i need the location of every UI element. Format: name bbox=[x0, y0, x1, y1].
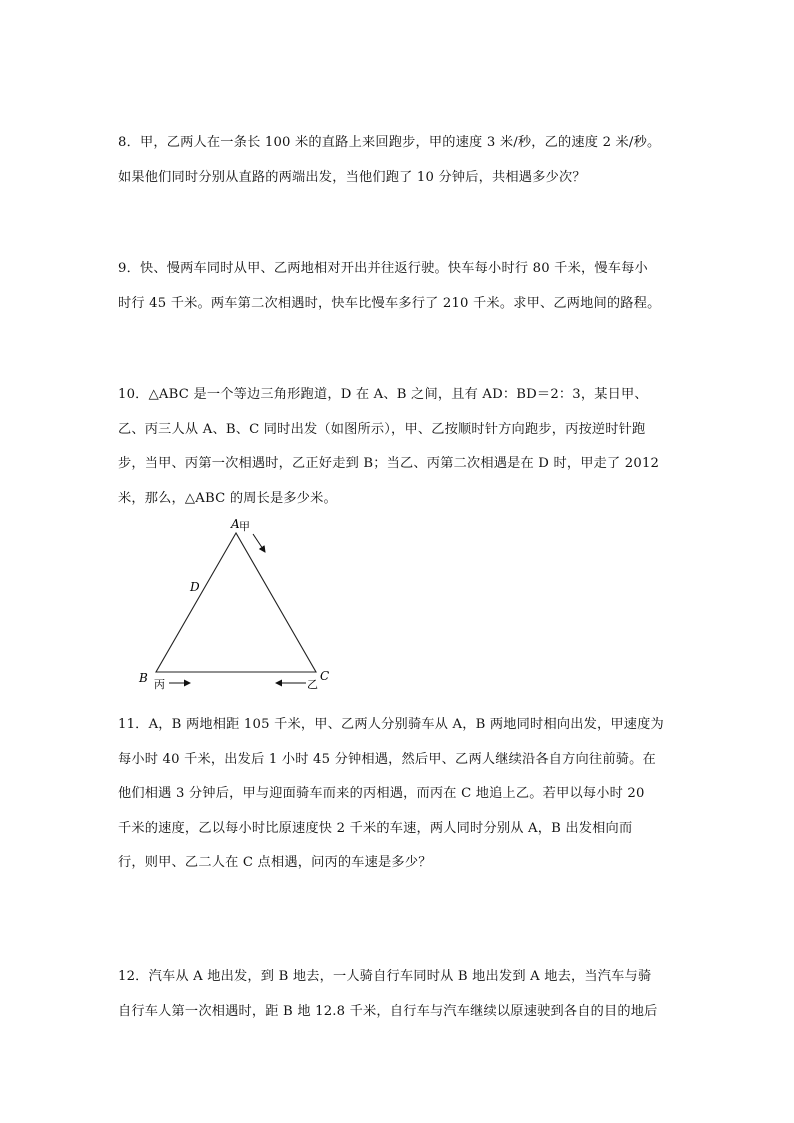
label-bing: 丙 bbox=[154, 678, 165, 691]
label-vertex-b: B bbox=[139, 671, 148, 685]
label-jia: 甲 bbox=[239, 520, 250, 533]
question-12-line-2: 自行车人第一次相遇时，距 B 地 12.8 千米，自行车与汽车继续以原速驶到各自的目的地后 bbox=[118, 1003, 658, 1019]
question-10 bbox=[118, 378, 688, 516]
question-10-line-1: 10．△ABC 是一个等边三角形跑道，D 在 A、B 之间，且有 AD：BD＝2：3，某日甲、 bbox=[118, 387, 648, 402]
question-11-line-3: 他们相遇 3 分钟后，甲与迎面骑车而来的丙相遇，而丙在 C 地追上乙。若甲以每小时 20 bbox=[118, 786, 645, 801]
question-11-line-4: 千米的速度，乙以每小时比原速度快 2 千米的车速，两人同时分别从 A，B 出发相向而 bbox=[118, 820, 633, 836]
question-8-line-1: 8．甲，乙两人在一条长 100 米的直路上来回跑步，甲的速度 3 米/秒，乙的速度 2 米/秒。 bbox=[118, 135, 661, 150]
question-9 bbox=[118, 252, 688, 321]
question-10-line-2: 乙、丙三人从 A、B、C 同时出发（如图所示），甲、乙按顺时针方向跑步，丙按逆时针跑 bbox=[118, 421, 646, 437]
label-yi: 乙 bbox=[307, 678, 318, 691]
question-11-line-5: 行，则甲、乙二人在 C 点相遇，问丙的车速是多少？ bbox=[118, 855, 432, 870]
question-10-line-3: 步，当甲、丙第一次相遇时，乙正好走到 B；当乙、丙第二次相遇是在 D 时，甲走了 2012 bbox=[118, 456, 660, 471]
question-9-line-2: 时行 45 千米。两车第二次相遇时，快车比慢车多行了 210 千米。求甲、乙两地间的路程。 bbox=[118, 295, 661, 311]
question-11-line-2: 每小时 40 千米，出发后 1 小时 45 分钟相遇，然后甲、乙两人继续沿各自方向往前骑。在 bbox=[118, 751, 656, 767]
jia-direction-arrow bbox=[253, 534, 265, 552]
label-vertex-a: A bbox=[231, 517, 240, 531]
triangle-abc bbox=[156, 533, 316, 672]
triangle-track-figure bbox=[130, 510, 340, 695]
question-9-line-1: 9．快、慢两车同时从甲、乙两地相对开出并往返行驶。快车每小时行 80 千米，慢车每小 bbox=[118, 261, 648, 276]
question-11 bbox=[118, 708, 688, 881]
question-8-line-2: 如果他们同时分别从直路的两端出发，当他们跑了 10 分钟后，共相遇多少次？ bbox=[118, 169, 586, 185]
question-10-line-4: 米，那么，△ABC 的周长是多少米。 bbox=[118, 490, 337, 506]
question-12-line-1: 12．汽车从 A 地出发，到 B 地去，一人骑自行车同时从 B 地出发到 A 地去，当汽车与骑 bbox=[118, 969, 652, 984]
label-vertex-c: C bbox=[320, 669, 330, 683]
label-point-d: D bbox=[190, 580, 200, 594]
question-11-line-1: 11．A，B 两地相距 105 千米，甲、乙两人分别骑车从 A，B 两地同时相向出发，甲速度为 bbox=[118, 717, 664, 732]
question-8 bbox=[118, 126, 688, 195]
question-12 bbox=[118, 960, 688, 1029]
